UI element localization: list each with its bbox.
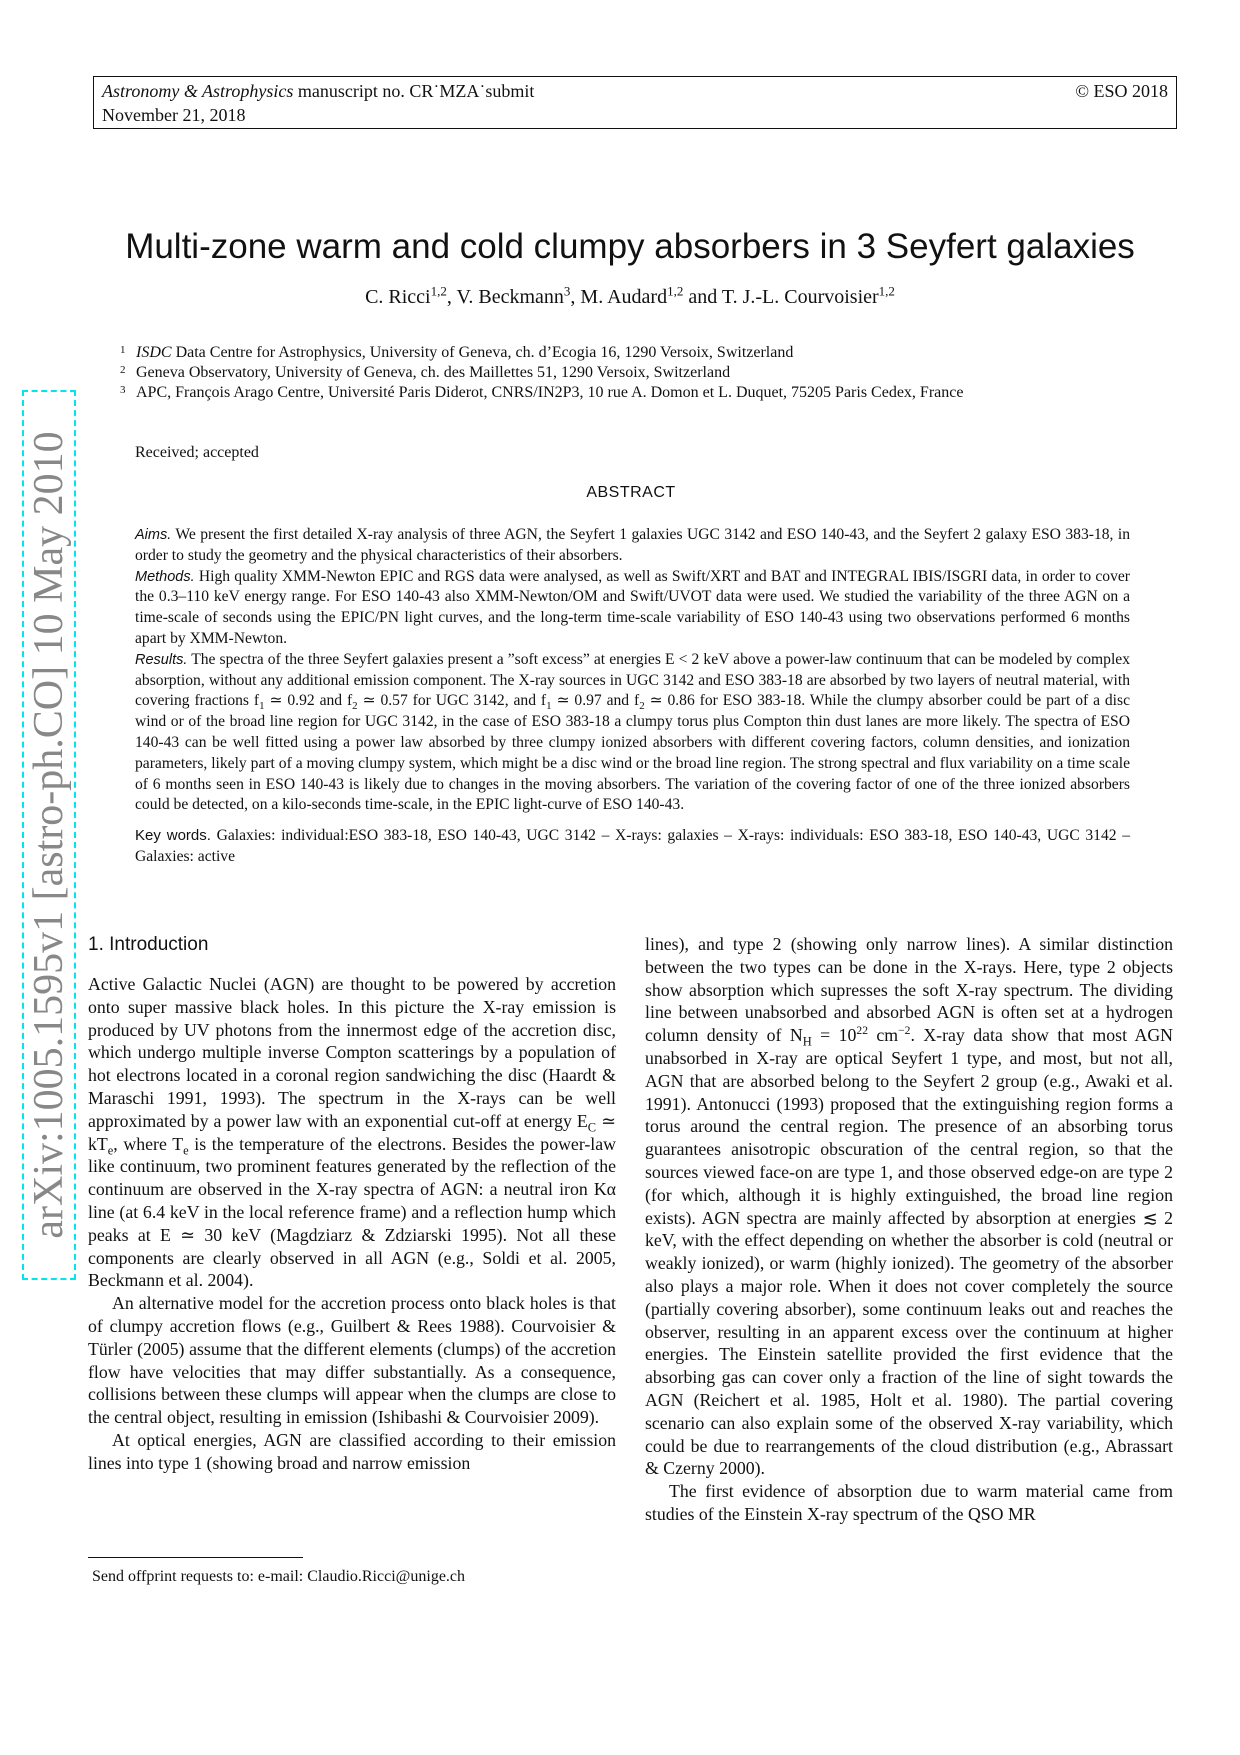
arxiv-stamp: arXiv:1005.1595v1 [astro-ph.CO] 10 May 2010: [22, 390, 76, 1280]
author-name: C. Ricci: [365, 286, 431, 308]
abstract-heading: ABSTRACT: [586, 484, 676, 501]
subscript: 1: [259, 700, 265, 713]
results-text: ≃ 0.86 for ESO 383-18. While the clumpy absorber could be part of a disc wind or of the broad line region for UGC 3142, in the case of ESO 383-18 a clumpy torus plus Compton thin dust lanes are more likely. The spectra of ESO 140-43 can be well fitted using a power law absorbed by three clumpy ionized absorbers with different covering factors, column densities, and ionization parameters, likely part of a moving clumpy system, which might be a disc wind or the broad line region. The strong spectral and flux variability on a time scale of 6 months seen in ESO 140-43 is likely due to changes in the moving absorbers. The variation of the covering factor of one of the three ionized absorbers could be detected, on a kilo-seconds time-scale, in the EPIC light-curve of ESO 140-43.: [135, 692, 1131, 814]
author-affiliation-mark: 3: [563, 283, 571, 299]
received-line: Received; accepted: [135, 444, 259, 461]
superscript: 22: [856, 1024, 868, 1038]
results-text: ≃ 0.57 for UGC 3142, and f: [357, 692, 547, 710]
keywords: [135, 826, 1130, 868]
paragraph: An alternative model for the accretion process onto black holes is that of clumpy accretion flows (e.g., Guilbert & Rees 1988). Courvoisier & Türler (2005) assume that the different elements (clumps) of the accretion flow have velocities that may differ substantially. As a consequence, collisions between these clumps will appear when the clumps are close to the central object, resulting in emission (Ishibashi & Courvoisier 2009).: [88, 1293, 616, 1428]
paragraph: The first evidence of absorption due to warm material came from studies of the Einstein X-ray spectrum of the QSO MR: [645, 1481, 1173, 1524]
abstract-results: [135, 650, 1130, 816]
paragraph-text: . X-ray data show that most AGN unabsorbed in X-ray are optical Seyfert 1 type, and most, but not all, AGN that are absorbed belong to the Seyfert 2 group (e.g., Awaki et al. 1991). Antonucci (1993) proposed that the extinguishing region forms a torus around the central region. The presence of an absorbing torus guarantees anisotropic obscuration of the central region, so that the sources viewed face-on are type 1, and those observed edge-on are type 2 (for which, although it is highly extinguished, the broad line region exists). AGN spectra are mainly affected by absorption at energies ≲ 2 keV, with the effect depending on whether the absorber is cold (neutral or weakly ionized), or warm (highly ionized). The geometry of the absorber also plays a major role. When it does not cover completely the source (partially covering absorber), some continuum leaks out and reaches the observer, resulting in an apparent excess over the continuum at higher energies. The Einstein satellite provided the first evidence that the absorbing gas can cover only a fraction of the line of sight towards the AGN (Reichert et al. 1985, Holt et al. 1980). The partial covering scenario can also explain some of the observed X-ray variability, which could be due to rearrangements of the cloud distribution (e.g., Abrassart & Czerny 2000).: [645, 1025, 1173, 1479]
results-text: ≃ 0.97 and f: [551, 692, 640, 710]
copyright: © ESO 2018: [1075, 81, 1168, 101]
author-separator: ,: [446, 286, 457, 308]
abstract-aims: [135, 525, 1130, 567]
abstract-methods: [135, 567, 1130, 650]
author-affiliation-mark: 1,2: [878, 283, 895, 299]
paragraph-text: is the temperature of the electrons. Besides the power-law like continuum, two prominent features generated by the reflection of the continuum are observed in the X-ray spectra of AGN: a neutral iron Kα line (at 6.4 keV in the local reference frame) and a reflection hump which peaks at E ≃ 30 keV (Magdziarz & Zdziarski 1995). Not all these components are clearly observed in all AGN (e.g., Soldi et al. 2005, Beckmann et al. 2004).: [88, 1133, 616, 1291]
journal-header-box: [93, 76, 1177, 129]
results-text: ≃ 0.92 and f: [264, 692, 353, 710]
subscript: e: [183, 1143, 189, 1158]
author-affiliation-mark: 1,2: [430, 283, 447, 299]
paragraph-text: ≃ kT: [88, 1110, 616, 1154]
author-separator: and: [683, 286, 722, 308]
methods-text: High quality XMM-Newton EPIC and RGS data were analysed, as well as Swift/XRT and BAT and INTEGRAL IBIS/ISGRI data, in order to cover the 0.3–110 keV energy range. For ESO 140-43 also XMM-Newton/OM and Swift/UVOT data were used. We studied the variability of the three AGN on a time-scale of seconds using the EPIC/PN light curves, and the long-term time-scale variability of ESO 140-43 using two observations performed 6 months apart by XMM-Newton.: [135, 567, 1130, 647]
affiliation-item: [120, 343, 1180, 363]
paragraph-text: , where T: [113, 1133, 184, 1154]
paragraph: [645, 933, 1173, 1480]
subscript: 2: [352, 700, 358, 713]
author-list: [60, 284, 1200, 310]
affiliation-number: 2: [120, 364, 126, 376]
affiliation-text: Data Centre for Astrophysics, University of Geneva, ch. d’Ecogia 16, 1290 Versoix, Switzerland: [171, 344, 794, 361]
affiliation-item: [120, 363, 1180, 383]
abstract: [135, 525, 1130, 868]
affiliation-institute: ISDC: [136, 344, 172, 361]
subscript: 2: [639, 700, 645, 713]
affiliations: [120, 343, 1180, 403]
footnote-divider: [88, 1557, 303, 1558]
paragraph: At optical energies, AGN are classified according to their emission lines into type 1 (showing broad and narrow emission: [88, 1429, 616, 1473]
header-date: November 21, 2018: [102, 105, 246, 125]
right-column: [645, 933, 1173, 1526]
affiliation-item: [120, 383, 1180, 403]
paragraph-text: Active Galactic Nuclei (AGN) are thought to be powered by accretion onto super massive black holes. In this picture the X-ray emission is produced by UV photons from the innermost edge of the accretion disc, which undergo multiple inverse Compton scatterings by a population of hot electrons located in a coronal region sandwiching the disc (Haardt & Maraschi 1991, 1993). The spectrum in the X-rays can be well approximated by a power law with an exponential cut-off at energy E: [88, 974, 616, 1131]
author-separator: ,: [570, 286, 581, 308]
author-affiliation-mark: 1,2: [667, 283, 684, 299]
aims-text: We present the first detailed X-ray analysis of three AGN, the Seyfert 1 galaxies UGC 3142 and ESO 140-43, and the Seyfert 2 galaxy ESO 383-18, in order to study the geometry and the physical characteristics of their absorbers.: [135, 526, 1130, 564]
section-heading: 1. Introduction: [88, 934, 209, 955]
superscript: −2: [898, 1024, 911, 1038]
subscript: 1: [546, 700, 552, 713]
aims-label: Aims.: [135, 527, 172, 543]
affiliation-number: 3: [120, 384, 126, 396]
paragraph-text: cm: [867, 1025, 899, 1046]
journal-name: Astronomy & Astrophysics: [102, 81, 294, 101]
subscript: H: [802, 1034, 812, 1049]
results-label: Results.: [135, 651, 188, 668]
results-text: The spectra of the three Seyfert galaxies present a ”soft excess” at energies E < 2 keV above a power-law continuum that can be modeled by complex absorption, without any additional emission component. The X-ray sources in UGC 3142 and ESO 383-18 are absorbed by two layers of neutral material, with covering fractions f: [135, 650, 1130, 710]
affiliation-number: 1: [120, 344, 126, 356]
affiliation-text: Geneva Observatory, University of Geneva, ch. des Maillettes 51, 1290 Versoix, Switzerland: [136, 364, 731, 381]
methods-label: Methods.: [135, 568, 195, 585]
subscript: C: [587, 1120, 597, 1135]
paragraph-text: lines), and type 2 (showing only narrow lines). A similar distinction between the two types can be done in the X-rays. Here, type 2 objects show absorption which supresses the soft X-ray spectrum. The dividing line between unabsorbed and absorbed AGN is often set at a hydrogen column density of N: [645, 934, 1173, 1046]
left-column: [88, 933, 616, 1475]
paper-title: Multi-zone warm and cold clumpy absorbers in 3 Seyfert galaxies: [125, 227, 1135, 266]
affiliation-text: APC, François Arago Centre, Université Paris Diderot, CNRS/IN2P3, 10 rue A. Domon et L. Duquet, 75205 Paris Cedex, France: [136, 384, 964, 401]
paragraph-text: = 10: [811, 1025, 857, 1046]
keywords-label: Key words.: [135, 827, 211, 845]
footnote: Send offprint requests to: e-mail: Claudio.Ricci@unige.ch: [92, 1568, 466, 1585]
paragraph: [88, 973, 616, 1292]
subscript: e: [107, 1143, 114, 1158]
keywords-text: Galaxies: individual:ESO 383-18, ESO 140-43, UGC 3142 – X-rays: galaxies – X-rays: individuals: ESO 383-18, ESO 140-43, UGC 3142 – Galaxies: active: [135, 827, 1131, 865]
author-name: V. Beckmann: [456, 286, 564, 308]
author-name: M. Audard: [580, 286, 668, 308]
manuscript-id: manuscript no. CR˙MZA˙submit: [293, 81, 535, 101]
author-name: T. J.-L. Courvoisier: [721, 286, 879, 308]
journal-line: [102, 79, 1168, 103]
